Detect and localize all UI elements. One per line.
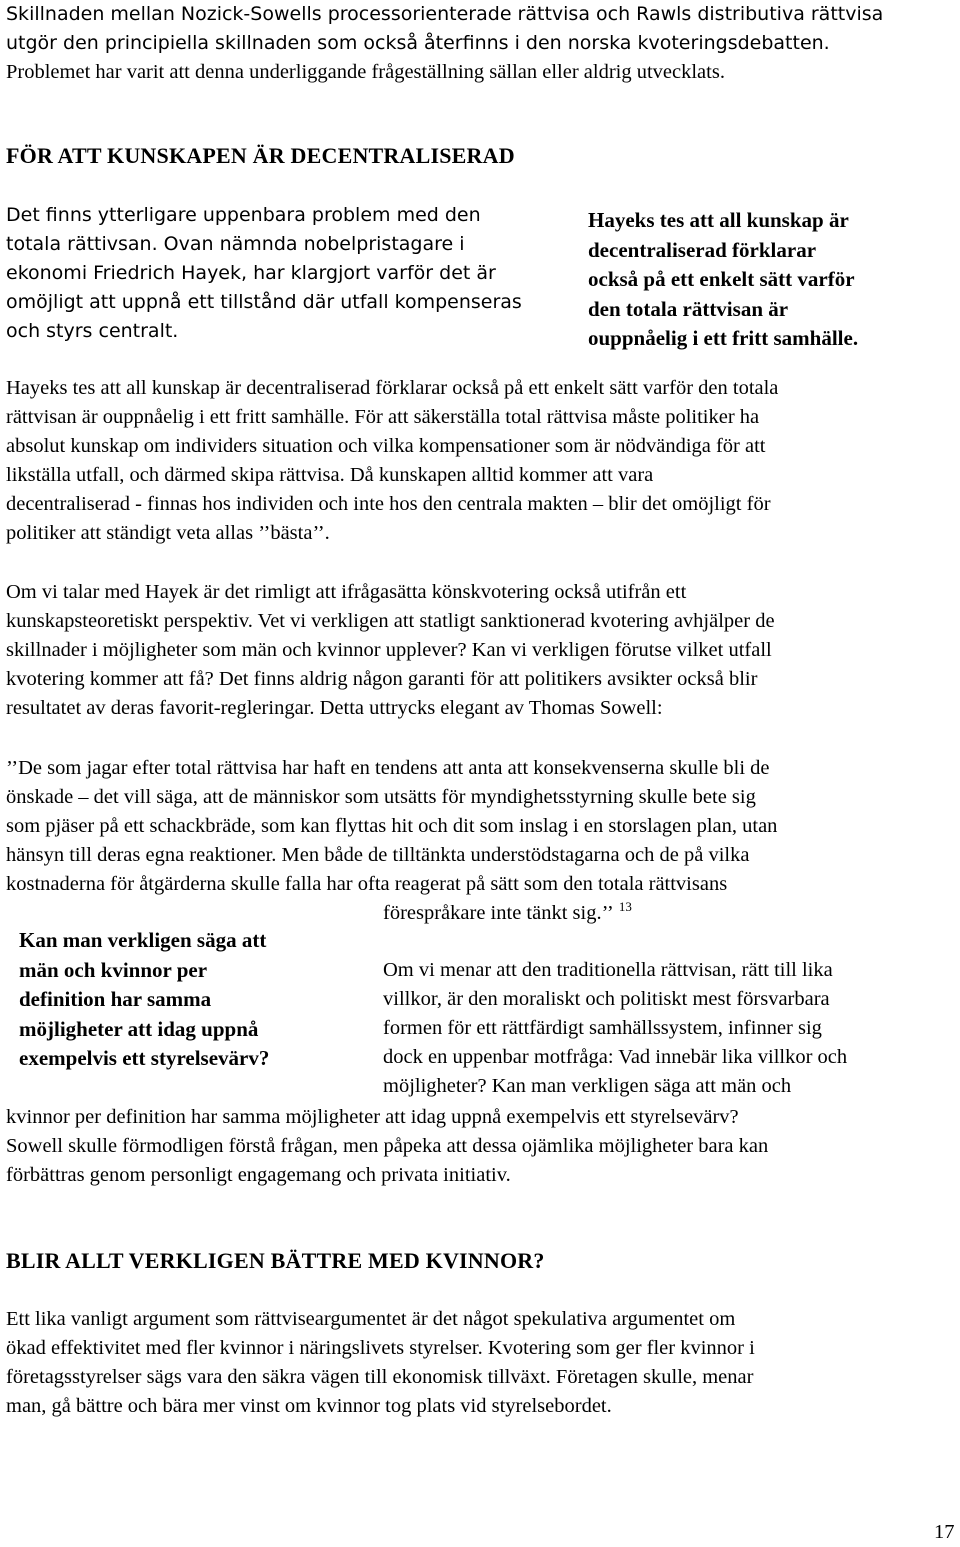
section-heading: FÖR ATT KUNSKAPEN ÄR DECENTRALISERAD <box>6 143 515 168</box>
pull-quote-line: decentraliserad förklarar <box>588 237 817 262</box>
paragraph-line: absolut kunskap om individers situation och vilka kompensationer som är nödvändiga för att <box>6 435 766 457</box>
column-line: möjligheter? Kan man verkligen säga att män och <box>383 1075 792 1097</box>
footnote-marker: 13 <box>618 899 632 915</box>
pull-quote <box>588 206 958 354</box>
paragraph-line: rättvisan är ouppnåelig i ett fritt samhälle. För att säkerställa total rättvisa måste politiker ha <box>6 406 760 428</box>
paragraph-line: Om vi talar med Hayek är det rimligt att ifrågasätta könskvotering också utifrån ett <box>6 581 687 603</box>
pull-quote-line: exempelvis ett styrelsevärv? <box>19 1046 270 1070</box>
section2-continuation <box>6 1103 958 1190</box>
section2-right-column <box>383 956 960 1101</box>
intro-line: utgör den principiella skillnaden som också återfinns i den norska kvoteringsdebatten. <box>6 32 830 54</box>
paragraph-line: likställa utfall, och därmed skipa rättvisa. Då kunskapen alltid kommer att vara <box>6 464 654 486</box>
hayek-paragraph <box>6 374 958 548</box>
paragraph-line: skillnader i möjligheter som män och kvinnor upplever? Kan vi verkligen förutse vilket utfall <box>6 639 772 661</box>
quote-line: önskade – det vill säga, att de människor som utsätts för myndighetsstyrning skulle bete sig <box>6 786 756 808</box>
quote-line: som pjäser på ett schackbräde, som kan flyttas hit och dit som inslag i en storslagen plan, utan <box>6 815 778 837</box>
paragraph-line: kvotering kommer att få? Det finns aldrig någon garanti för att politikers avsikter också blir <box>6 668 758 690</box>
column-line: omöjligt att uppnå ett tillstånd där utfall kompenseras <box>6 291 522 313</box>
section-heading: BLIR ALLT VERKLIGEN BÄTTRE MED KVINNOR? <box>6 1248 545 1273</box>
paragraph-line: decentraliserad - finnas hos individen och inte hos den centrala makten – blir det omöjligt för <box>6 493 771 515</box>
column-line: dock en uppenbar motfråga: Vad innebär lika villkor och <box>383 1046 848 1068</box>
pull-quote-line: också på ett enkelt sätt varför <box>588 267 855 291</box>
pull-quote-line: definition har samma <box>19 987 212 1011</box>
column-line: och styrs centralt. <box>6 320 179 342</box>
sowell-quote <box>6 754 958 899</box>
column-line: ekonomi Friedrich Hayek, har klargjort varför det är <box>6 262 496 284</box>
quote-line: kostnaderna för åtgärderna skulle falla har ofta reagerat på sätt som den totala rättvisans <box>6 873 728 895</box>
quote-ending: förespråkare inte tänkt sig.’’ <box>383 902 614 924</box>
pull-quote-line: den totala rättvisan är <box>588 296 789 321</box>
paragraph-line: resultatet av deras favorit-regleringar. Detta uttrycks elegant av Thomas Sowell: <box>6 697 663 719</box>
paragraph-line: förbättras genom personligt engagemang och privata initiativ. <box>6 1164 511 1186</box>
paragraph-line: kvinnor per definition har samma möjligheter att idag uppnå exempelvis ett styrelsevärv? <box>6 1106 739 1128</box>
pull-quote-line: Kan man verkligen säga att <box>19 928 267 952</box>
pull-quote-line: möjligheter att idag uppnå <box>19 1016 259 1041</box>
pull-quote-line: ouppnåelig i ett fritt samhälle. <box>588 326 859 350</box>
quote-line: hänsyn till deras egna reaktioner. Men både de tilltänkta understödstagarna och de på vilka <box>6 844 750 866</box>
quote-line: ’’De som jagar efter total rättvisa har haft en tendens att anta att konsekvenserna skulle bli de <box>6 757 770 779</box>
sowell-paragraph <box>6 578 958 723</box>
paragraph-line: ökad effektivitet med fler kvinnor i näringslivets styrelser. Kvotering som ger fler kvinnor i <box>6 1337 755 1359</box>
quote-last-line <box>383 899 943 928</box>
column-line: villkor, är den moraliskt och politiskt mest försvarbara <box>383 988 830 1010</box>
paragraph-line: kunskapsteoretiskt perspektiv. Vet vi verkligen att statligt sanktionerad kvotering avhjälper de <box>6 610 775 632</box>
intro-line: Skillnaden mellan Nozick-Sowells processorienterade rättvisa och Rawls distributiva rättvisa <box>6 3 884 25</box>
pull-quote <box>19 926 364 1074</box>
paragraph-line: Ett lika vanligt argument som rättviseargumentet är det något spekulativa argumentet om <box>6 1308 736 1330</box>
intro-line: Problemet har varit att denna underliggande frågeställning sällan eller aldrig utvecklats. <box>6 61 725 83</box>
paragraph-line: man, gå bättre och bära mer vinst om kvinnor tog plats vid styrelsebordet. <box>6 1395 612 1417</box>
pull-quote-line: män och kvinnor per <box>19 957 208 982</box>
column-line: totala rättivsan. Ovan nämnda nobelpristagare i <box>6 233 465 255</box>
paragraph-line: politiker att ständigt veta allas ’’bästa’’. <box>6 522 330 544</box>
paragraph-line: Sowell skulle förmodligen förstå frågan, men påpeka att dessa ojämlika möjligheter bara kan <box>6 1135 769 1157</box>
paragraph-line: företagsstyrelser sägs vara den säkra vägen till ekonomisk tillväxt. Företagen skulle, menar <box>6 1366 754 1388</box>
paragraph-line: Hayeks tes att all kunskap är decentraliserad förklarar också på ett enkelt sätt varför den totala <box>6 377 779 399</box>
section3-paragraph <box>6 1305 958 1421</box>
column-line: formen för ett rättfärdigt samhällssystem, infinner sig <box>383 1017 822 1039</box>
pull-quote-line: Hayeks tes att all kunskap är <box>588 208 849 232</box>
column-line: Om vi menar att den traditionella rättvisan, rätt till lika <box>383 959 833 981</box>
section1-left-column <box>6 201 566 346</box>
page-number: 17 <box>934 1521 955 1543</box>
column-line: Det finns ytterligare uppenbara problem med den <box>6 204 481 226</box>
intro-paragraph <box>6 0 958 87</box>
